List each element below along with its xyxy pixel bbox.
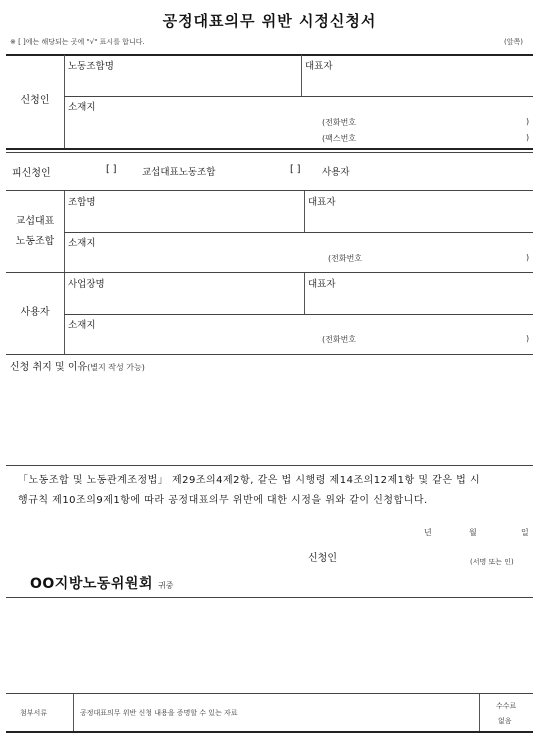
bargaining-heading-line1: 교섭대표 [15,216,55,227]
respondent-employer-checkbox[interactable]: [ ] [290,164,301,175]
employer-name-divider [304,273,305,314]
employer-row-divider [64,314,533,315]
addressee [30,573,174,593]
bargaining-name-divider [304,191,305,232]
signature-applicant-label: 신청인 [308,553,337,564]
bargaining-phone-field[interactable]: (전화번호 [328,254,363,263]
addressee-honorific: 귀중 [158,581,174,590]
form-title: 공정대표의무 위반 시정신청서 [162,12,377,30]
statement-line-1: 「노동조합 및 노동관계조정법」 제29조의4제2항, 같은 법 시행령 제14조의12제1항 및 같은 법 시 [18,475,481,486]
employer-address-field[interactable]: 소재지 [68,320,96,331]
date-month-label[interactable]: 월 [469,528,477,537]
fee-label: 수수료 [496,702,517,710]
applicant-name-divider [301,55,302,96]
employer-workplace-field[interactable]: 사업장명 [68,279,105,290]
applicant-fax-field[interactable]: (팩스번호 [322,134,357,143]
section-border-top [6,54,533,56]
bargaining-union-name-field[interactable]: 조합명 [68,197,96,208]
applicant-heading: 신청인 [20,95,50,106]
bargaining-phone-close-paren: ) [526,253,530,262]
attachments-description: 공정대표의무 위반 신청 내용을 증명할 수 있는 자료 [80,709,238,717]
applicant-phone-field[interactable]: (전화번호 [322,118,357,127]
section-double-rule-upper [6,148,533,150]
employer-phone-field[interactable]: (전화번호 [322,335,357,344]
page-side-label: (앞쪽) [504,38,523,46]
purpose-section-bottom [6,465,533,466]
fee-value: 없음 [498,717,512,725]
applicant-address-field[interactable]: 소재지 [68,102,96,113]
footer-top-border [6,693,533,694]
employer-heading: 사용자 [20,307,50,318]
footer-bottom-border [6,731,533,733]
signature-note[interactable]: (서명 또는 인) [470,558,514,566]
respondent-employer-option-label: 사용자 [322,167,350,178]
footer-label-divider [73,694,74,731]
respondent-heading: 피신청인 [12,168,51,179]
attachments-label: 첨부서류 [20,709,48,717]
bargaining-representative-field[interactable]: 대표자 [308,197,336,208]
applicant-row-divider [64,96,533,97]
checkbox-instruction: ※ [ ]에는 해당되는 곳에 "√" 표시를 합니다. [10,38,145,46]
bargaining-row-divider [64,232,533,233]
respondent-row-bottom [6,190,533,191]
purpose-label-text: 신청 취지 및 이유 [10,362,88,373]
footer-fee-divider [479,694,480,731]
purpose-label [10,358,145,373]
respondent-union-option-label: 교섭대표노동조합 [142,167,216,178]
bargaining-heading-line2: 노동조합 [15,236,55,247]
bargaining-address-field[interactable]: 소재지 [68,238,96,249]
section-double-rule-lower [6,152,533,153]
addressee-section-bottom [6,597,533,598]
employer-representative-field[interactable]: 대표자 [308,279,336,290]
employer-section-bottom [6,354,533,355]
purpose-text-area[interactable] [6,372,533,464]
date-day-label[interactable]: 일 [521,528,529,537]
applicant-column-divider [64,55,65,148]
bargaining-section-bottom [6,272,533,273]
applicant-union-name-field[interactable]: 노동조합명 [68,61,114,72]
committee-name: OO지방노동위원회 [30,576,153,592]
purpose-note: (별지 작성 가능) [87,363,145,372]
employer-phone-close-paren: ) [526,334,530,343]
applicant-fax-close-paren: ) [526,133,530,142]
statement-line-2: 행규칙 제10조의9제1항에 따라 공정대표의무 위반에 대한 시정을 위와 같이 신청합니다. [18,495,428,506]
date-year-label[interactable]: 년 [424,528,432,537]
applicant-representative-field[interactable]: 대표자 [305,61,333,72]
applicant-phone-close-paren: ) [526,117,530,126]
respondent-union-checkbox[interactable]: [ ] [106,164,117,175]
